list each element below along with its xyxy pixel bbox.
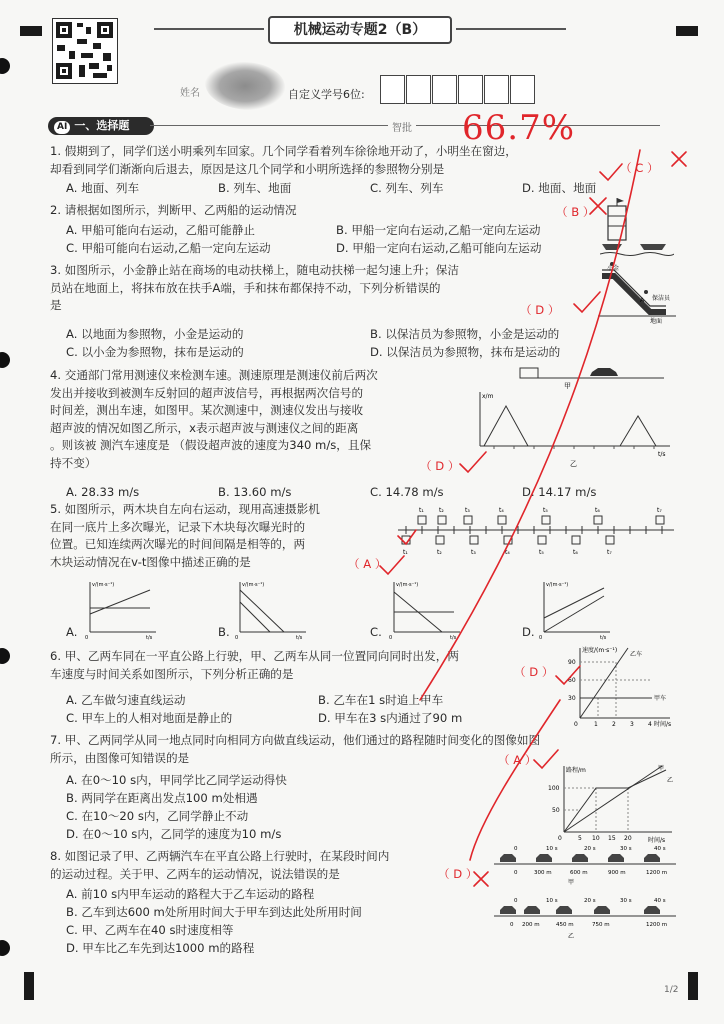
question-text: 位置。已知连续两次曝光的时间间隔是相等的，两	[50, 537, 306, 551]
option-d: D. 甲车比乙车先到达1000 m的路程	[66, 941, 255, 955]
review-label: 智批	[388, 119, 416, 134]
option-a: A. 乙车做匀速直线运动	[66, 693, 186, 707]
ai-badge: AI	[54, 121, 70, 134]
question-text: 6. 甲、乙两车同在一平直公路上行驶，甲、乙两车从同一位置同向同时出发，两	[50, 649, 459, 663]
question-text: 1. 假期到了，同学们送小明乘列车回家。几个同学看着列车徐徐地开动了，小明坐在窗边，	[50, 144, 517, 158]
time-label: t₅	[539, 549, 544, 556]
question-text: 超声波的情况如图乙所示，x表示超声波与测速仪之间的距离	[50, 420, 359, 435]
series-label: 甲	[658, 765, 665, 772]
tick-label: 1	[594, 721, 598, 728]
question-text: 4. 交通部门常用测速仪来检测车速。测速原理是测速仪前后两次	[50, 368, 378, 382]
time-label: t₁	[419, 507, 424, 514]
question-text: 。则该被 测汽车速度是 （假设超声波的速度为340 m/s，且保	[50, 438, 372, 452]
time-label: t₅	[543, 507, 548, 514]
option-b: B.	[218, 625, 230, 639]
tick-label: 90	[568, 659, 576, 666]
option-c: C. 在10～20 s内，乙同学静止不动	[66, 809, 249, 823]
axis-label: t/s	[296, 635, 303, 640]
distance-label: 0	[510, 922, 514, 928]
distance-label: 900 m	[608, 870, 626, 876]
option-d: D. 甲船一定向右运动,乙船可能向左运动	[336, 241, 542, 255]
tick-label: 100	[548, 785, 560, 792]
correct-mark	[460, 452, 486, 472]
correct-mark	[556, 666, 580, 684]
score-annotation: 66.7%	[462, 108, 576, 148]
option-d: D. 地面、地面	[522, 181, 597, 195]
option-a: A. 28.33 m/s	[66, 485, 140, 499]
page-title: 机械运动专题2（B）	[268, 16, 452, 44]
option-b: B. 两同学在距离出发点100 m处相遇	[66, 791, 258, 805]
question-text: 所示，由图像可知错误的是	[50, 750, 190, 765]
id-label: 自定义学号6位:	[288, 88, 365, 101]
fig-label: 小金	[607, 265, 620, 272]
question-text: 5. 如图所示，两木块自左向右运动，现用高速摄影机	[50, 502, 320, 516]
tick-label: 3	[630, 721, 634, 728]
axis-label: 0	[389, 635, 393, 640]
correct-mark	[398, 530, 416, 544]
tick-label: 0	[558, 835, 562, 842]
time-label: 20 s	[584, 846, 596, 852]
name-label: 姓名	[180, 88, 200, 99]
time-label: t₇	[607, 549, 612, 556]
answer-blank[interactable]: （ D ）	[420, 459, 460, 473]
fig-label: 甲	[564, 382, 571, 390]
answer-blank[interactable]: （ A ）	[348, 557, 387, 571]
axis-label: 速度/(m·s⁻¹)	[582, 647, 618, 654]
time-label: 0	[514, 846, 518, 852]
section-title: 一、选择题	[74, 119, 130, 132]
axis-label: t/s	[450, 635, 457, 640]
answer-blank[interactable]: （ C ）	[620, 161, 659, 175]
question-text: 是	[50, 298, 62, 312]
axis-label: v/(m·s⁻¹)	[242, 582, 265, 588]
option-c: C. 甲、乙两车在40 s时速度相等	[66, 923, 234, 937]
axis-label: 路程/m	[566, 767, 586, 774]
time-label: t₆	[573, 549, 578, 556]
tick-label: 50	[552, 807, 560, 814]
option-a: A.	[66, 625, 78, 639]
option-b: B. 列车、地面	[218, 181, 292, 195]
page-number: 1/2	[664, 985, 679, 995]
series-label: 甲车	[654, 695, 667, 702]
time-label: 0	[514, 898, 518, 904]
option-d: D. 甲车在3 s内通过了90 m	[318, 711, 463, 725]
time-label: 30 s	[620, 846, 632, 852]
wrong-mark	[590, 198, 606, 214]
fig-label: 保洁员	[652, 295, 671, 302]
option-b: B. 乙车在1 s时追上甲车	[318, 693, 444, 707]
tick-label: 15	[608, 835, 616, 842]
time-label: t₃	[471, 549, 476, 556]
option-c: C. 甲车上的人相对地面是静止的	[66, 711, 233, 725]
option-d: D. 以保洁员为参照物，抹布是运动的	[370, 345, 561, 359]
question-text: 7. 甲、乙两同学从同一地点同时向相同方向做直线运动，他们通过的路程随时间变化的图像如图	[50, 733, 541, 747]
answer-blank[interactable]: （ D ）	[514, 665, 554, 679]
fig-label: A	[640, 297, 645, 304]
option-c: C. 甲船可能向右运动,乙船一定向左运动	[66, 241, 271, 255]
option-a: A. 前10 s内甲车运动的路程大于乙车运动的路程	[66, 887, 315, 901]
answer-blank[interactable]: （ A ）	[498, 753, 537, 767]
axis-label: 时间/s	[648, 837, 666, 844]
distance-label: 200 m	[522, 922, 540, 928]
correct-mark	[534, 750, 558, 768]
option-b: B. 乙车到达600 m处所用时间大于甲车到达此处所用时间	[66, 905, 362, 919]
row-label: 甲	[568, 879, 575, 886]
time-label: t₇	[657, 507, 662, 514]
option-c: C. 列车、列车	[370, 181, 444, 195]
tick-label: 10	[592, 835, 600, 842]
question-text: 发出并接收到被测车反射回的超声波信号，再根据两次信号的	[50, 385, 364, 400]
wrong-mark	[474, 872, 488, 886]
question-text: 时间差，测出车速，如图甲。某次测速中，测速仪发出与接收	[50, 403, 364, 417]
time-label: t₄	[499, 507, 504, 514]
answer-blank[interactable]: （ D ）	[520, 303, 560, 317]
distance-label: 450 m	[556, 922, 574, 928]
distance-label: 0	[514, 870, 518, 876]
axis-label: 0	[235, 635, 239, 640]
correct-mark	[574, 292, 600, 312]
row-label: 乙	[568, 933, 575, 940]
option-a: A. 在0～10 s内，甲同学比乙同学运动得快	[66, 773, 287, 787]
option-d: D.	[522, 625, 535, 639]
distance-label: 1200 m	[646, 922, 668, 928]
tick-label: 5	[578, 835, 582, 842]
option-a: A. 地面、列车	[66, 181, 140, 195]
option-c: C. 14.78 m/s	[370, 485, 444, 499]
question-text: 车速度与时间关系如图所示，下列分析正确的是	[50, 666, 294, 681]
tick-label: 60	[568, 677, 576, 684]
axis-label: v/(m·s⁻¹)	[396, 582, 419, 588]
time-label: 40 s	[654, 846, 666, 852]
time-label: t₆	[595, 507, 600, 514]
time-label: 20 s	[584, 898, 596, 904]
fig-label: 地面	[650, 318, 663, 324]
option-a: A. 以地面为参照物，小金是运动的	[66, 327, 244, 341]
time-label: t₁	[403, 549, 408, 556]
question-text: 在同一底片上多次曝光，记录下木块每次曝光时的	[50, 519, 306, 534]
series-label: 乙	[667, 777, 674, 784]
distance-label: 1200 m	[646, 870, 668, 876]
tick-label: 2	[612, 721, 616, 728]
axis-label: 时间/s	[654, 721, 672, 728]
option-c: C. 以小金为参照物，抹布是运动的	[66, 345, 244, 359]
fig-label: 乙	[570, 460, 577, 468]
answer-blank[interactable]: （ B ）	[556, 205, 595, 219]
question-text: 3. 如图所示，小金静止站在商场的电动扶梯上，随电动扶梯一起匀速上升；保洁	[50, 263, 459, 277]
answer-blank[interactable]: （ D ）	[438, 867, 478, 881]
time-label: 30 s	[620, 898, 632, 904]
question-text: 的运动过程。关于甲、乙两车的运动情况，说法错误的是	[50, 866, 340, 881]
distance-label: 300 m	[534, 870, 552, 876]
axis-label: t/s	[658, 451, 666, 458]
correct-mark	[600, 164, 622, 180]
axis-label: x/m	[482, 393, 494, 400]
series-label: 乙车	[630, 651, 643, 658]
option-d: D. 在0～10 s内，乙同学的速度为10 m/s	[66, 827, 282, 841]
time-label: t₂	[437, 549, 442, 556]
time-label: 10 s	[546, 846, 558, 852]
axis-label: t/s	[600, 635, 607, 640]
time-label: t₄	[505, 549, 510, 556]
review-stroke	[420, 150, 643, 700]
axis-label: v/(m·s⁻¹)	[546, 582, 569, 588]
time-label: 40 s	[654, 898, 666, 904]
time-label: t₂	[439, 507, 444, 514]
tick-label: 4	[648, 721, 652, 728]
option-c: C.	[370, 625, 382, 639]
time-label: 10 s	[546, 898, 558, 904]
correct-mark	[380, 556, 404, 574]
axis-label: 0	[539, 635, 543, 640]
axis-label: t/s	[146, 635, 153, 640]
option-b: B. 甲船一定向右运动,乙船一定向左运动	[336, 223, 541, 237]
question-text: 却看到同学们渐渐向后退去，原因是这几个同学和小明所选择的参照物分别是	[50, 161, 445, 176]
question-text: 员站在地面上，将抹布放在扶手A端，手和抹布都保持不动，下列分析错误的	[50, 280, 441, 295]
distance-label: 750 m	[592, 922, 610, 928]
question-text: 持不变）	[50, 455, 97, 470]
option-b: B. 13.60 m/s	[218, 485, 292, 499]
tick-label: 0	[574, 721, 578, 728]
wrong-mark	[672, 152, 686, 166]
question-text: 木块运动情况在v-t图像中描述正确的是	[50, 554, 251, 569]
question-text: 8. 如图记录了甲、乙两辆汽车在平直公路上行驶时，在某段时间内	[50, 849, 390, 863]
review-stroke	[470, 700, 560, 860]
time-label: t₃	[465, 507, 470, 514]
question-text: 2. 请根据如图所示，判断甲、乙两船的运动情况	[50, 203, 297, 217]
tick-label: 30	[568, 695, 576, 702]
option-a: A. 甲船可能向右运动，乙船可能静止	[66, 223, 256, 237]
distance-label: 600 m	[570, 870, 588, 876]
option-d: D. 14.17 m/s	[522, 485, 597, 499]
axis-label: 0	[85, 635, 89, 640]
tick-label: 20	[624, 835, 632, 842]
option-b: B. 以保洁员为参照物，小金是运动的	[370, 327, 560, 341]
axis-label: v/(m·s⁻¹)	[92, 582, 115, 588]
